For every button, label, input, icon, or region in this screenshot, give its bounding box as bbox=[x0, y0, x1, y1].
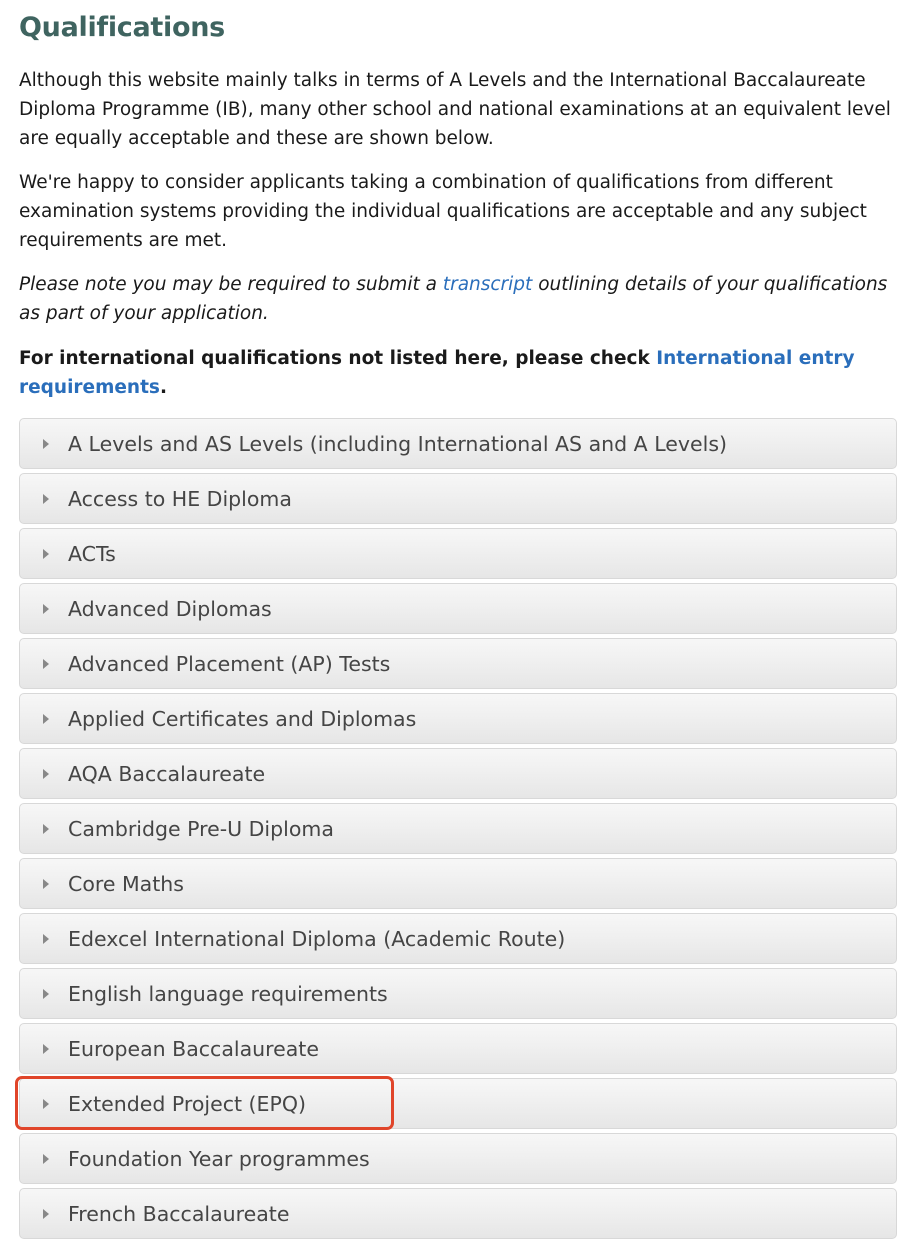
combination-paragraph: We're happy to consider applicants taking a combination of qualifications from different examination systems providing the individual qualifications are acceptable and any subject requirements are met. bbox=[19, 172, 867, 251]
caret-right-icon bbox=[43, 439, 49, 449]
accordion-item-a-levels[interactable] bbox=[19, 418, 897, 469]
accordion-item-label: Foundation Year programmes bbox=[68, 1146, 370, 1171]
accordion-item-label: ACTs bbox=[68, 541, 116, 566]
accordion-item-advanced-diplomas[interactable] bbox=[19, 583, 897, 634]
accordion-item-edexcel-international[interactable] bbox=[19, 913, 897, 964]
caret-right-icon bbox=[43, 989, 49, 999]
page-title: Qualifications bbox=[19, 12, 225, 43]
accordion-item-label: A Levels and AS Levels (including International AS and A Levels) bbox=[68, 431, 727, 456]
transcript-link[interactable]: transcript bbox=[442, 274, 533, 295]
international-note-text-start: For international qualifications not listed here, please check bbox=[19, 348, 657, 369]
accordion-item-label: English language requirements bbox=[68, 981, 388, 1006]
accordion-item-acts[interactable] bbox=[19, 528, 897, 579]
transcript-note bbox=[19, 270, 891, 328]
intro-paragraph: Although this website mainly talks in terms of A Levels and the International Baccalaureate Diploma Programme (IB), many other school and national examinations at an equivalent level are equally acceptable and these are shown below. bbox=[19, 70, 891, 149]
caret-right-icon bbox=[43, 769, 49, 779]
accordion-item-english-language[interactable] bbox=[19, 968, 897, 1019]
accordion-item-label: Core Maths bbox=[68, 871, 184, 896]
accordion-item-label: Applied Certificates and Diplomas bbox=[68, 706, 417, 731]
accordion-item-aqa-baccalaureate[interactable] bbox=[19, 748, 897, 799]
accordion-item-label: Cambridge Pre-U Diploma bbox=[68, 816, 334, 841]
accordion-item-label: AQA Baccalaureate bbox=[68, 761, 266, 786]
accordion-item-european-baccalaureate[interactable] bbox=[19, 1023, 897, 1074]
accordion-item-core-maths[interactable] bbox=[19, 858, 897, 909]
accordion-item-label: Edexcel International Diploma (Academic Route) bbox=[68, 926, 566, 951]
caret-right-icon bbox=[43, 934, 49, 944]
transcript-note-text-start: Please note you may be required to submit a bbox=[19, 274, 443, 295]
international-entry-requirements-link[interactable]: International entry requirements bbox=[19, 348, 855, 398]
accordion-item-foundation-year[interactable] bbox=[19, 1133, 897, 1184]
caret-right-icon bbox=[43, 879, 49, 889]
accordion-item-applied-certificates[interactable] bbox=[19, 693, 897, 744]
caret-right-icon bbox=[43, 1044, 49, 1054]
international-note bbox=[19, 344, 891, 402]
accordion-item-label: Extended Project (EPQ) bbox=[68, 1091, 306, 1116]
accordion-item-label: Advanced Placement (AP) Tests bbox=[68, 651, 391, 676]
caret-right-icon bbox=[43, 494, 49, 504]
accordion-item-label: European Baccalaureate bbox=[68, 1036, 319, 1061]
caret-right-icon bbox=[43, 1209, 49, 1219]
accordion-item-cambridge-pre-u[interactable] bbox=[19, 803, 897, 854]
transcript-note-text-end: outlining details of your qualifications as part of your application. bbox=[19, 274, 888, 324]
qualifications-accordion bbox=[19, 418, 897, 1243]
caret-right-icon bbox=[43, 824, 49, 834]
caret-right-icon bbox=[43, 659, 49, 669]
accordion-item-advanced-placement[interactable] bbox=[19, 638, 897, 689]
accordion-item-label: Access to HE Diploma bbox=[68, 486, 292, 511]
caret-right-icon bbox=[43, 604, 49, 614]
accordion-item-extended-project[interactable] bbox=[19, 1078, 897, 1129]
accordion-item-access-to-he[interactable] bbox=[19, 473, 897, 524]
caret-right-icon bbox=[43, 714, 49, 724]
accordion-item-label: French Baccalaureate bbox=[68, 1201, 290, 1226]
caret-right-icon bbox=[43, 1099, 49, 1109]
international-note-text-end: . bbox=[159, 377, 167, 398]
caret-right-icon bbox=[43, 1154, 49, 1164]
accordion-item-label: Advanced Diplomas bbox=[68, 596, 272, 621]
caret-right-icon bbox=[43, 549, 49, 559]
accordion-item-french-baccalaureate[interactable] bbox=[19, 1188, 897, 1239]
